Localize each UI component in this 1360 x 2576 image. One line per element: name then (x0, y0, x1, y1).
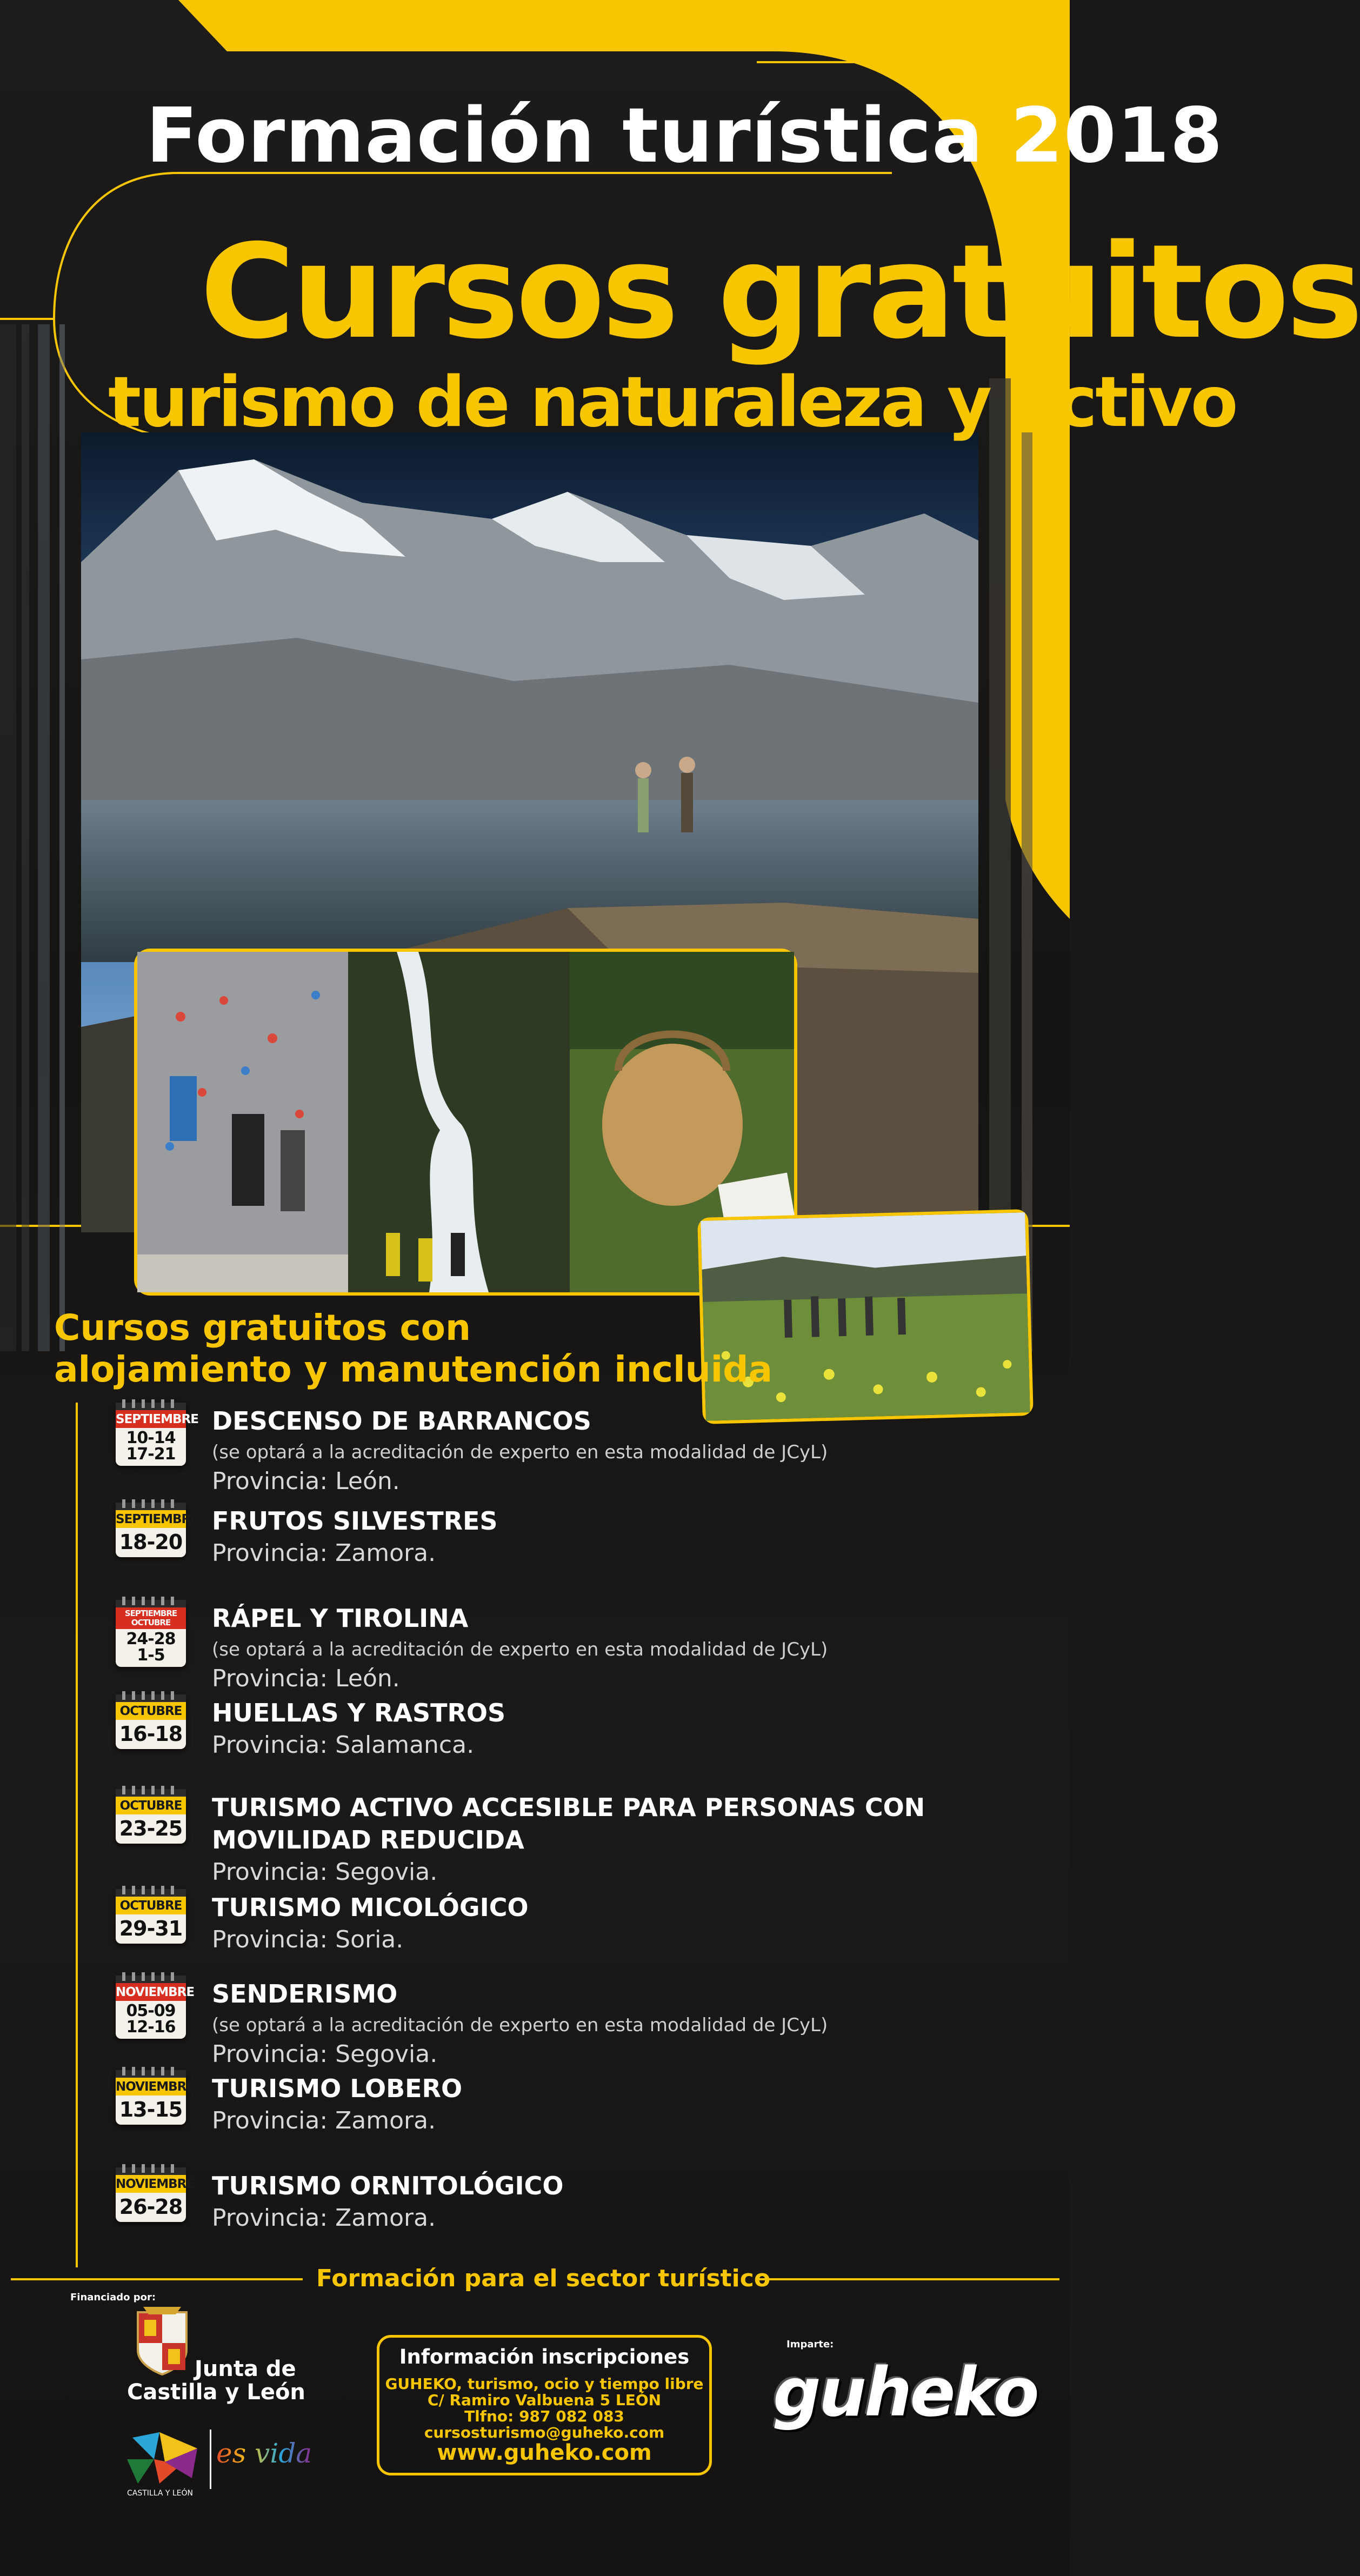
course-name: RÁPEL Y TIROLINA (212, 1604, 469, 1633)
course-item-descenso-de-barrancos (116, 1403, 1045, 1494)
course-item-frutos-silvestres (116, 1503, 1045, 1578)
course-province: Provincia: Soria. (212, 1926, 404, 1953)
course-name: DESCENSO DE BARRANCOS (212, 1406, 591, 1436)
info-box (377, 2335, 712, 2475)
course-province: Provincia: Segovia. (212, 1858, 438, 1886)
course-name: FRUTOS SILVESTRES (212, 1506, 498, 1536)
course-name: TURISMO ACTIVO ACCESIBLE PARA PERSONAS CON MOVILIDAD REDUCIDA (212, 1793, 925, 1854)
course-province: Provincia: Zamora. (212, 2107, 436, 2134)
jcyl-text-line2: Castilla y León (127, 2380, 305, 2405)
cyl-label: CASTILLA Y LEÓN (127, 2489, 194, 2498)
course-province: Provincia: Zamora. (212, 2204, 436, 2232)
info-phone: Tlfno: 987 082 083 (464, 2407, 624, 2425)
course-province: Provincia: León. (212, 1665, 400, 1692)
course-province: Provincia: León. (212, 1467, 400, 1495)
course-province: Provincia: Zamora. (212, 1539, 436, 1567)
castilla-y-leon-logo-icon (122, 2432, 203, 2486)
calendar-icon: NOVIEMBRE 26-28 (116, 2167, 186, 2222)
calendar-icon: OCTUBRE 16-18 (116, 1694, 186, 1749)
footer-divider-left (11, 2278, 303, 2280)
course-note: (se optará a la acreditación de experto en esta modalidad de JCyL) (212, 1442, 828, 1463)
intro-line-2: alojamiento y manutención incluida (54, 1349, 773, 1390)
course-item-rapel-y-tirolina (116, 1600, 1045, 1692)
course-province: Provincia: Segovia. (212, 2040, 438, 2068)
meadow-group-photo (697, 1209, 1034, 1424)
course-name: TURISMO MICOLÓGICO (212, 1893, 529, 1922)
course-item-turismo-activo-accesible (116, 1789, 1045, 1886)
info-address: C/ Ramiro Valbuena 5 LEÓN (427, 2391, 662, 2409)
jcyl-text-line1: Junta de (195, 2357, 296, 2381)
logo-divider (210, 2430, 213, 2489)
course-name: SENDERISMO (212, 1979, 398, 2008)
calendar-icon: NOVIEMBRE 13-15 (116, 2070, 186, 2125)
es-vida-slogan: es vida (216, 2438, 312, 2469)
financed-label: Financiado por: (70, 2292, 156, 2303)
jcyl-coat-of-arms-icon (132, 2307, 192, 2377)
course-item-huellas-y-rastros (116, 1694, 1045, 1770)
course-name: TURISMO LOBERO (212, 2074, 463, 2103)
course-name: HUELLAS Y RASTROS (212, 1698, 506, 1727)
guheko-logo: guheko (773, 2354, 1037, 2432)
course-note: (se optará a la acreditación de experto en esta modalidad de JCyL) (212, 2014, 828, 2036)
calendar-icon: OCTUBRE 23-25 (116, 1789, 186, 1844)
calendar-icon: SEPTIEMBRE 18-20 (116, 1503, 186, 1557)
calendar-icon: SEPTIEMBRE 10-14 17-21 (116, 1403, 186, 1466)
footer-tagline: Formación para el sector turístico (316, 2265, 771, 2292)
course-item-senderismo (116, 1976, 1045, 2067)
info-email[interactable]: cursosturismo@guheko.com (424, 2424, 665, 2441)
course-note: (se optará a la acreditación de experto en esta modalidad de JCyL) (212, 1639, 828, 1660)
header-top-text: Formación turística 2018 (146, 92, 1223, 180)
info-line: GUHEKO, turismo, ocio y tiempo libre (385, 2375, 704, 2393)
intro-line-1: Cursos gratuitos con (54, 1307, 471, 1349)
imparte-label: Imparte: (786, 2339, 834, 2350)
footer-divider-right (757, 2278, 1059, 2280)
info-website-link[interactable]: www.guheko.com (437, 2440, 652, 2465)
calendar-icon: OCTUBRE 29-31 (116, 1889, 186, 1944)
calendar-icon: SEPTIEMBRE OCTUBRE 24-28 1-5 (116, 1600, 186, 1667)
course-list (76, 1403, 1040, 2267)
course-item-turismo-micologico (116, 1889, 1045, 1965)
course-province: Provincia: Salamanca. (212, 1731, 475, 1759)
page-subtitle: turismo de naturaleza y activo (108, 362, 1236, 443)
info-title: Información inscripciones (399, 2345, 690, 2368)
course-name: TURISMO ORNITOLÓGICO (212, 2171, 564, 2200)
course-item-turismo-lobero (116, 2070, 1045, 2146)
course-item-turismo-ornitologico (116, 2167, 1045, 2243)
calendar-icon: NOVIEMBRE 05-09 12-16 (116, 1976, 186, 2039)
page-title: Cursos gratuitos (200, 216, 1360, 368)
